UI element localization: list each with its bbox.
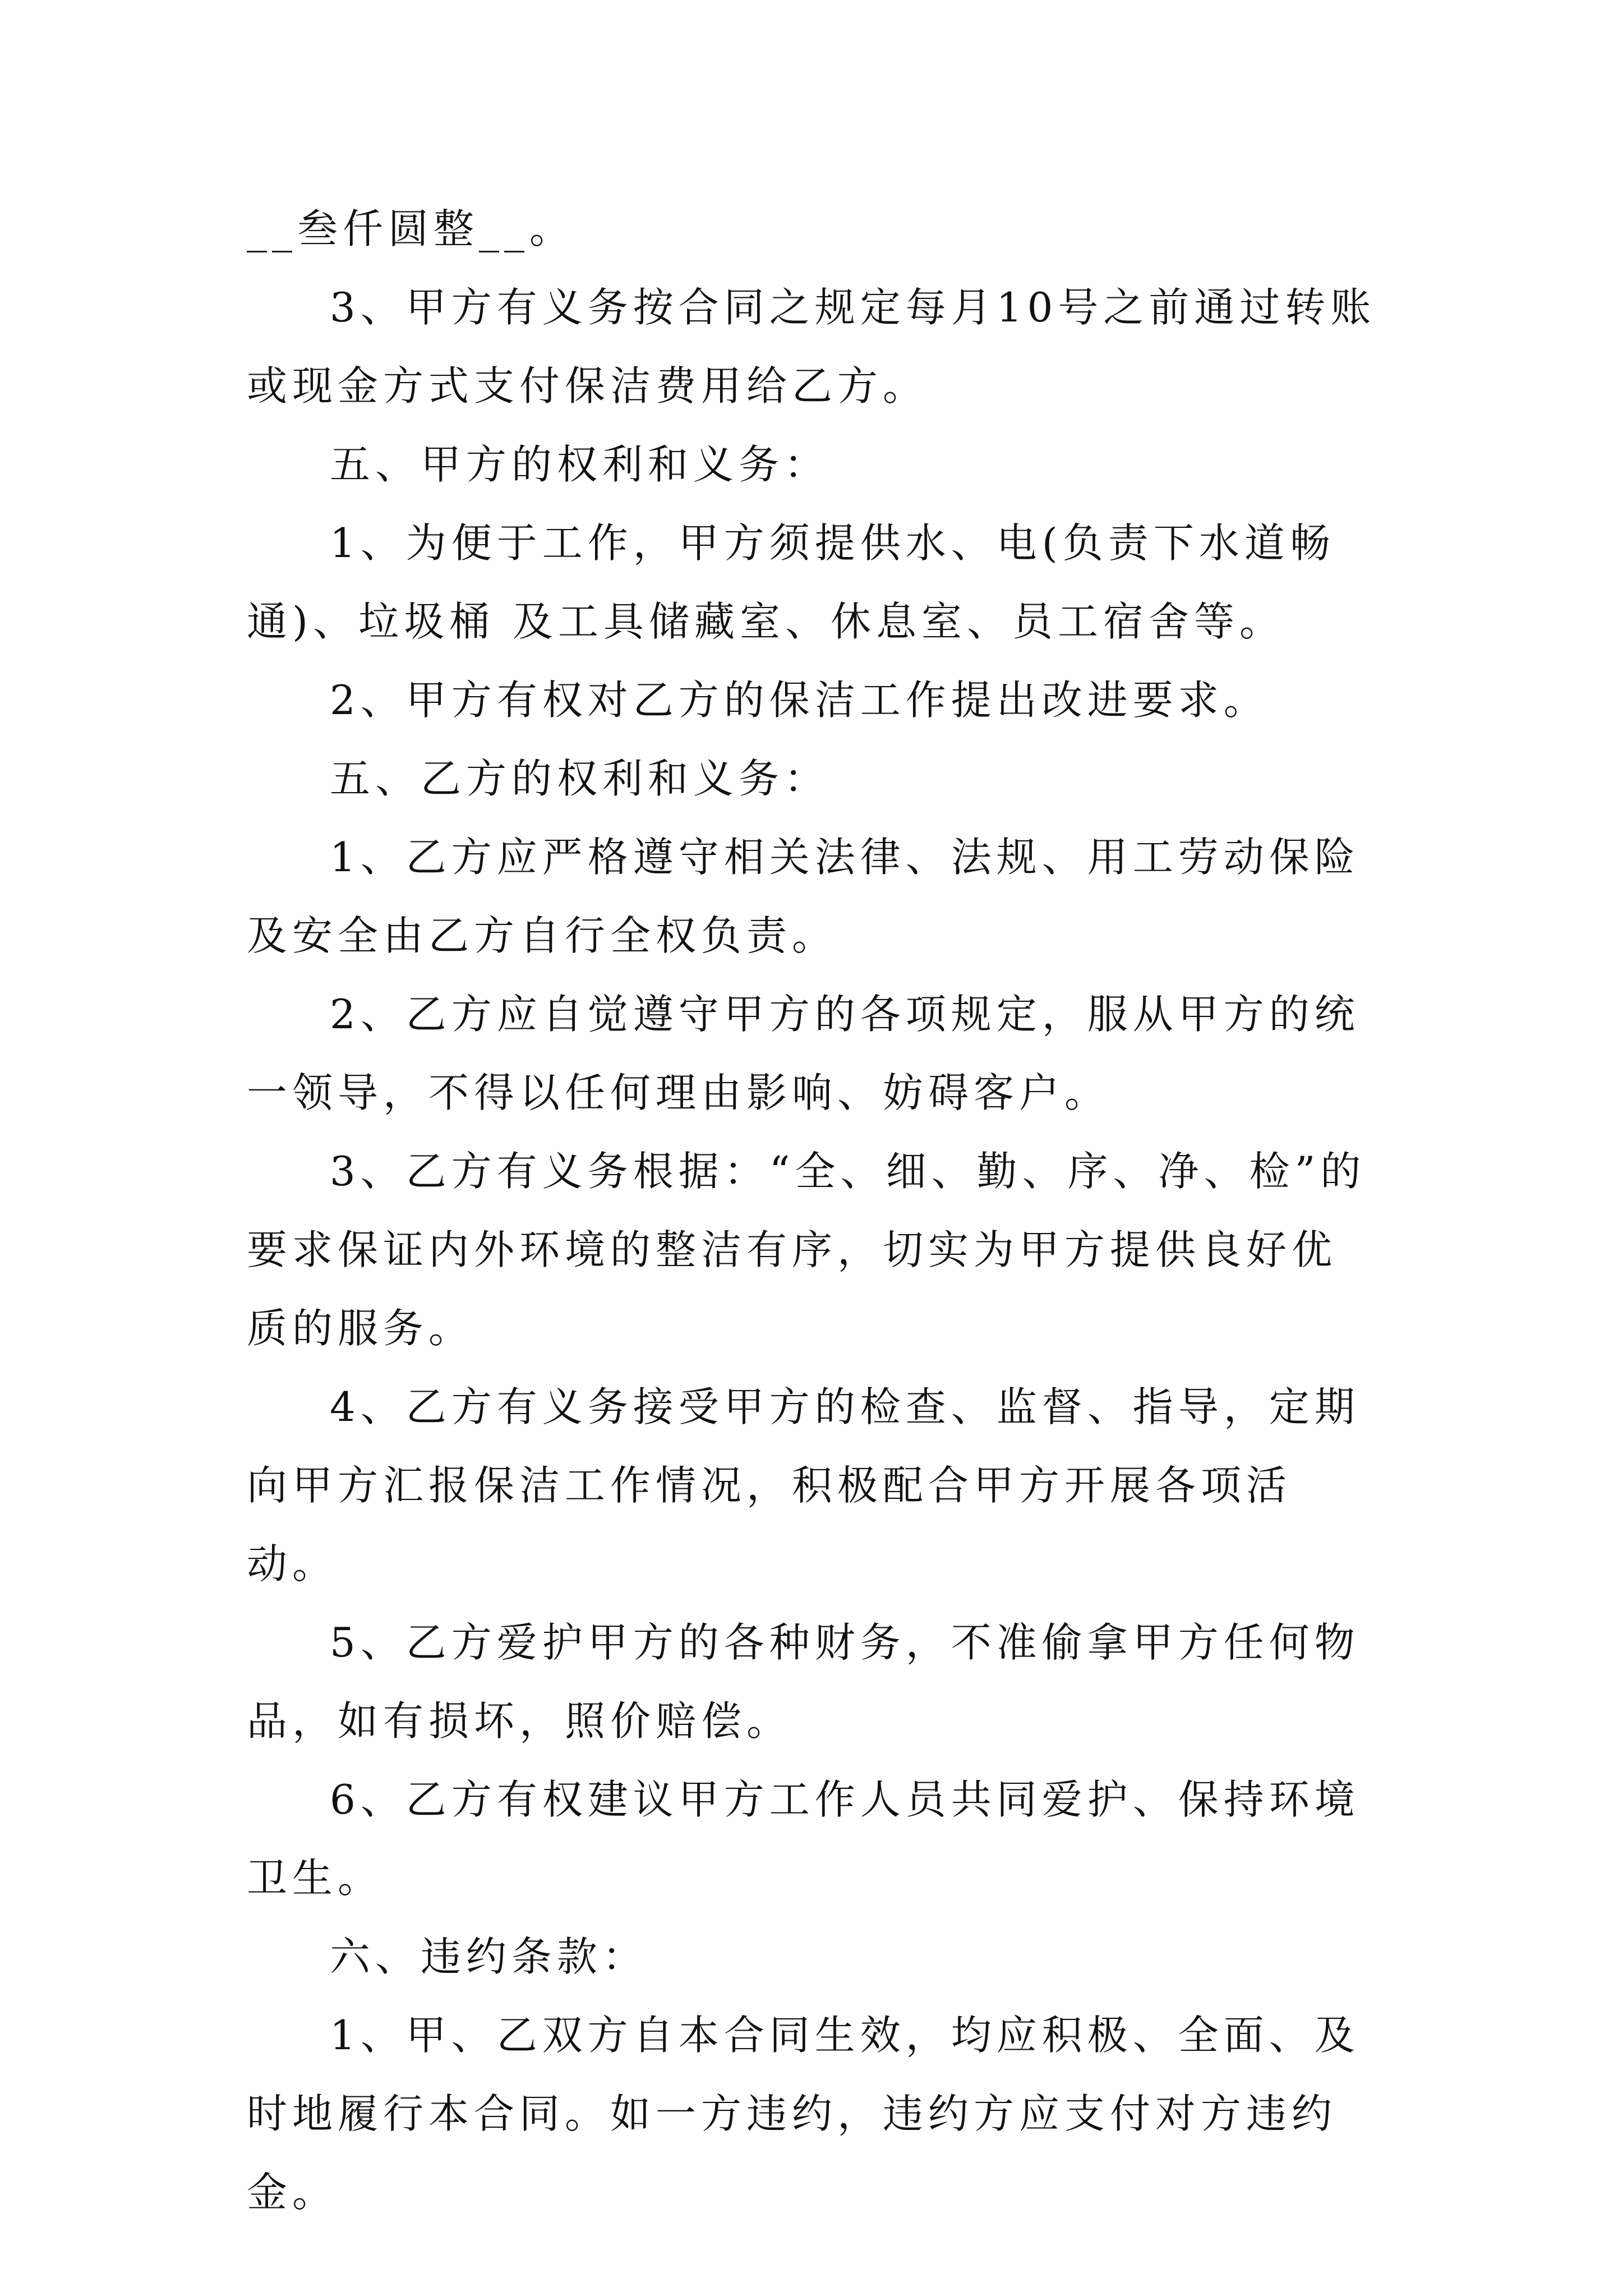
paragraph-party-b-1: 1、乙方应严格遵守相关法律、法规、用工劳动保险及安全由乙方自行全权负责。: [247, 834, 1360, 959]
paragraph-party-b-6: 6、乙方有权建议甲方工作人员共同爱护、保持环境卫生。: [247, 1776, 1360, 1902]
paragraph-breach-1: 1、甲、乙双方自本合同生效，均应积极、全面、及时地履行本合同。如一方违约，违约方应支付对方违约金。: [247, 2012, 1360, 2216]
section-heading-breach-terms: 六、违约条款：: [330, 1933, 648, 1980]
paragraph-party-b-4: 4、乙方有义务接受甲方的检查、监督、指导，定期向甲方汇报保洁工作情况，积极配合甲方开展各项活动。: [247, 1383, 1360, 1588]
paragraph-party-b-3: 3、乙方有义务根据：“全、细、勤、序、净、检”的要求保证内外环境的整洁有序，切实为甲方提供良好优质的服务。: [247, 1148, 1366, 1352]
paragraph-party-a-2: 2、甲方有权对乙方的保洁工作提出改进要求。: [330, 677, 1269, 724]
paragraph-party-b-2: 2、乙方应自觉遵守甲方的各项规定，服从甲方的统一领导，不得以任何理由影响、妨碍客户。: [247, 991, 1360, 1116]
section-heading-party-a-rights: 五、甲方的权利和义务：: [330, 441, 830, 488]
paragraph-party-a-1: 1、为便于工作，甲方须提供水、电(负责下水道畅通)、垃圾桶 及工具储藏室、休息室、员工宿舍等。: [247, 519, 1335, 645]
section-heading-party-b-rights: 五、乙方的权利和义务：: [330, 755, 830, 802]
paragraph-amount-words: __叁仟圆整__。: [247, 205, 575, 252]
document-body: [247, 190, 1380, 2231]
paragraph-clause-4-3: 3、甲方有义务按合同之规定每月10号之前通过转账或现金方式支付保洁费用给乙方。: [247, 284, 1376, 409]
paragraph-party-b-5: 5、乙方爱护甲方的各种财务，不准偷拿甲方任何物品，如有损坏，照价赔偿。: [247, 1619, 1360, 1745]
